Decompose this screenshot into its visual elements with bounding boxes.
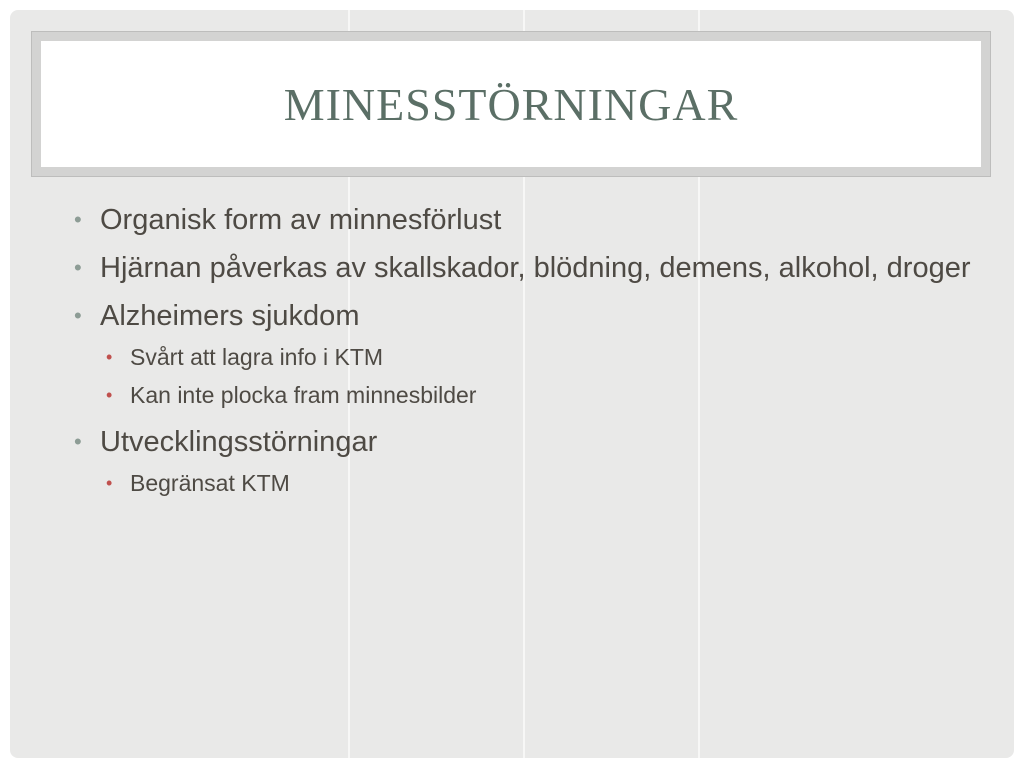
- sub-bullet-icon: •: [106, 473, 113, 493]
- sub-bullet-item: [96, 464, 982, 502]
- title-frame: [31, 31, 991, 177]
- title-box: [41, 41, 981, 167]
- bullet-item: [72, 200, 982, 240]
- sub-bullet-text: Begränsat KTM: [130, 470, 290, 496]
- bullet-text: Hjärnan påverkas av skallskador, blödning, demens, alkohol, droger: [100, 252, 971, 284]
- bullet-item: [72, 248, 982, 288]
- bullet-icon: •: [74, 255, 82, 280]
- bullet-text: Utvecklingsstörningar: [100, 426, 378, 458]
- slide: [10, 10, 1014, 758]
- sub-bullet-text: Kan inte plocka fram minnesbilder: [130, 382, 477, 408]
- sub-bullet-icon: •: [106, 385, 113, 405]
- sub-bullet-list: [100, 338, 982, 414]
- bullet-text: Organisk form av minnesförlust: [100, 204, 502, 236]
- slide-title: MINESSTÖRNINGAR: [283, 78, 739, 130]
- bullet-list: [72, 200, 982, 510]
- bullet-item: [72, 422, 982, 502]
- bullet-icon: •: [74, 429, 82, 454]
- sub-bullet-text: Svårt att lagra info i KTM: [130, 344, 384, 370]
- sub-bullet-item: [96, 338, 982, 376]
- bullet-icon: •: [74, 303, 82, 328]
- sub-bullet-icon: •: [106, 347, 113, 367]
- sub-bullet-item: [96, 376, 982, 414]
- bullet-icon: •: [74, 207, 82, 232]
- sub-bullet-list: [100, 464, 982, 502]
- bullet-item: [72, 296, 982, 414]
- bullet-text: Alzheimers sjukdom: [100, 300, 360, 332]
